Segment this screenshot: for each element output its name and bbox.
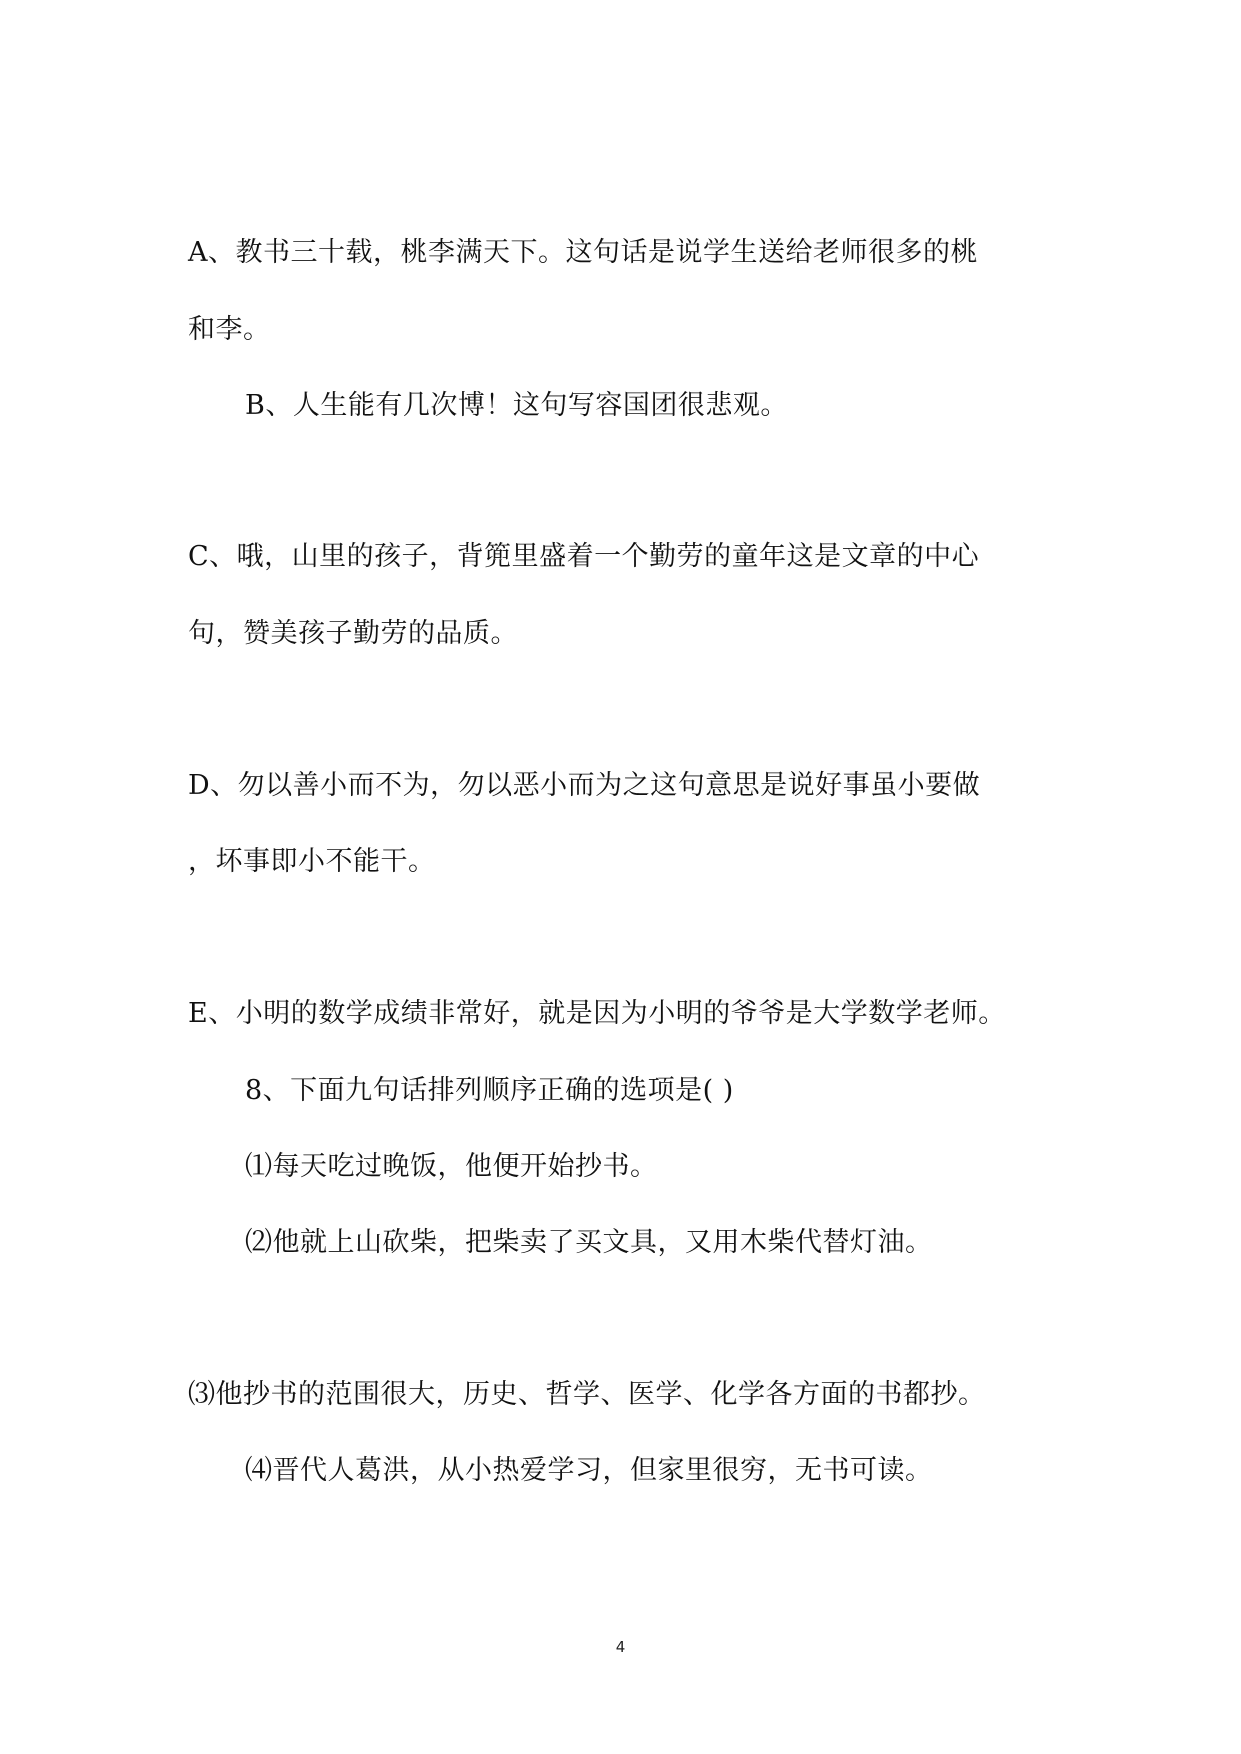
question-8-line: 8、下面九句话排列顺序正确的选项是( ) [245, 1075, 734, 1106]
sentence-2-line: ⑵他就上山砍柴，把柴卖了买文具，又用木柴代替灯油。 [245, 1227, 933, 1258]
option-c-line-2: 句，赞美孩子勤劳的品质。 [188, 618, 518, 649]
option-a-line-1: A、教书三十载，桃李满天下。这句话是说学生送给老师很多的桃 [188, 237, 978, 268]
option-d-line-2: ，坏事即小不能干。 [188, 846, 436, 877]
sentence-1-line: ⑴每天吃过晚饭，他便开始抄书。 [245, 1151, 658, 1182]
option-a-line-2: 和李。 [188, 314, 271, 345]
sentence-3-line: ⑶他抄书的范围很大，历史、哲学、医学、化学各方面的书都抄。 [188, 1379, 986, 1410]
option-c-line-1: C、哦，山里的孩子，背篼里盛着一个勤劳的童年这是文章的中心 [188, 541, 980, 572]
option-d-line-1: D、勿以善小而不为，勿以恶小而为之这句意思是说好事虽小要做 [188, 770, 981, 801]
option-b-line: B、人生能有几次博！这句写容国团很悲观。 [245, 390, 788, 421]
sentence-4-line: ⑷晋代人葛洪，从小热爱学习，但家里很穷，无书可读。 [245, 1455, 933, 1486]
option-e-line: E、小明的数学成绩非常好，就是因为小明的爷爷是大学数学老师。 [188, 998, 1006, 1029]
page-number: 4 [615, 1638, 626, 1656]
